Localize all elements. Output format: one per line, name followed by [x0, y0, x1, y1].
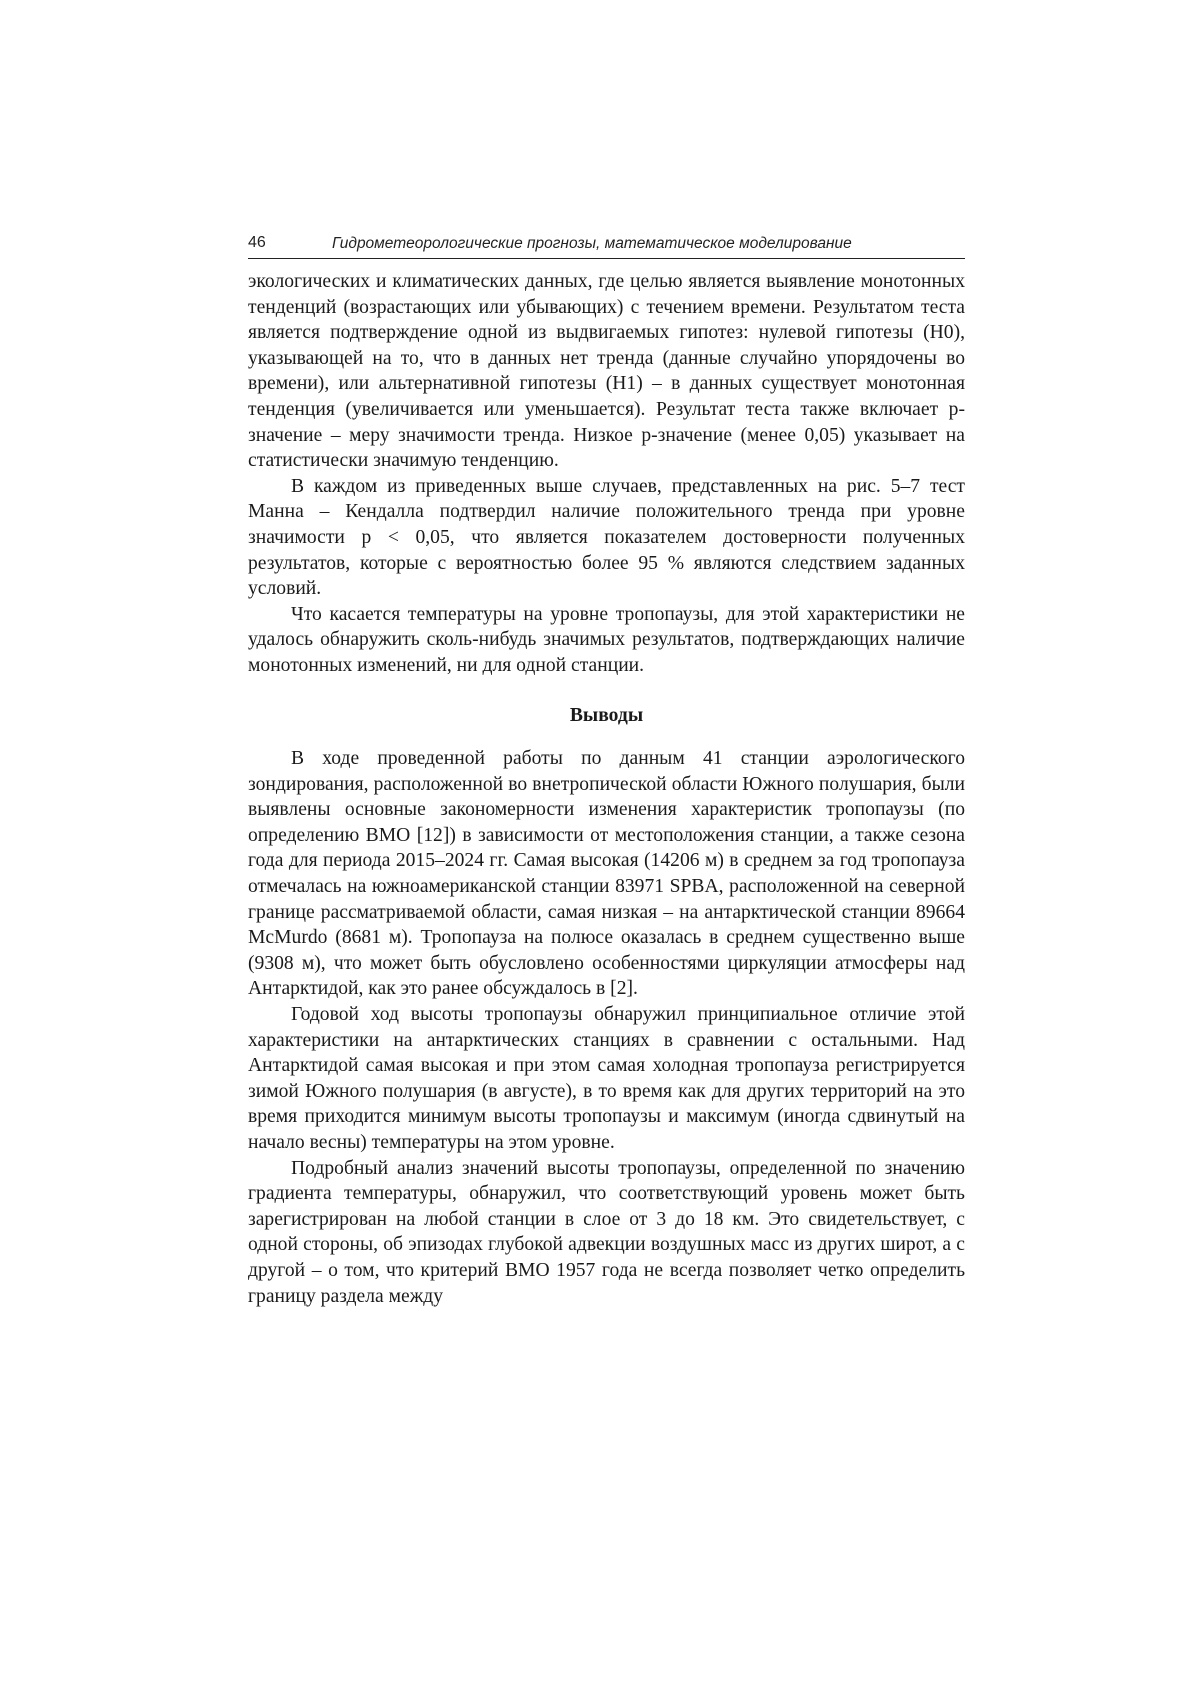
running-header [248, 232, 965, 259]
paragraph: Что касается температуры на уровне тропопаузы, для этой характеристики не удалось обнаружить сколь-нибудь значимых результатов, подтверждающих наличие монотонных изменений, ни для одной станции. [248, 603, 965, 676]
paragraph: В каждом из приведенных выше случаев, представленных на рис. 5–7 тест Манна – Кендалла подтвердил наличие положительного тренда при уровне значимости p < 0,05, что является показателем достоверности полученных результатов, которые с вероятностью более 95 % являются следствием заданных условий. [248, 475, 965, 600]
article-body [248, 269, 965, 1309]
paragraph: Годовой ход высоты тропопаузы обнаружил принципиальное отличие этой характеристики на антарктических станциях в сравнении с остальными. Над Антарктидой самая высокая и при этом самая холодная тропопауза регистрируется зимой Южного полушария (в августе), в то время как для других территорий на это время приходится минимум высоты тропопаузы и максимум (иногда сдвинутый на начало весны) температуры на этом уровне. [248, 1004, 965, 1153]
paragraph: В ходе проведенной работы по данным 41 станции аэрологического зондирования, расположенной во внетропической области Южного полушария, были выявлены основные закономерности изменения характеристик тропопаузы (по определению ВМО [12]) в зависимости от местоположения станции, а также сезона года для периода 2015–2024 гг. Самая высокая (14206 м) в среднем за год тропопауза отмечалась на южноамериканской станции 83971 SPBA, расположенной на северной границе рассматриваемой области, самая низкая – на антарктической станции 89664 McMurdo (8681 м). Тропопауза на полюсе оказалась в среднем существенно выше (9308 м), что может быть обусловлено особенностями циркуляции атмосферы над Антарктидой, как это ранее обсуждалось в [2]. [248, 748, 965, 1000]
journal-title: Гидрометеорологические прогнозы, математическое моделирование [332, 235, 852, 252]
paragraph: Подробный анализ значений высоты тропопаузы, определенной по значению градиента температуры, обнаружил, что соответствующий уровень может быть зарегистрирован на любой станции в слое от 3 до 18 км. Это свидетельствует, с одной стороны, об эпизодах глубокой адвекции воздушных масс из других широт, а с другой – о том, что критерий ВМО 1957 года не всегда позволяет четко определить границу раздела между [248, 1157, 965, 1307]
page-number: 46 [248, 234, 266, 251]
section-heading-conclusions: Выводы [569, 704, 644, 726]
page [248, 232, 965, 1309]
paragraph-continued: экологических и климатических данных, где целью является выявление монотонных тенденций (возрастающих или убывающих) с течением времени. Результатом теста является подтверждение одной из выдвигаемых гипотез: нулевой гипотезы (H0), указывающей на то, что в данных нет тренда (данные случайно упорядочены во времени), или альтернативной гипотезы (H1) – в данных существует монотонная тенденция (увеличивается или уменьшается). Результат теста также включает p-значение – меру значимости тренда. Низкое p-значение (менее 0,05) указывает на статистически значимую тенденцию. [248, 271, 965, 472]
